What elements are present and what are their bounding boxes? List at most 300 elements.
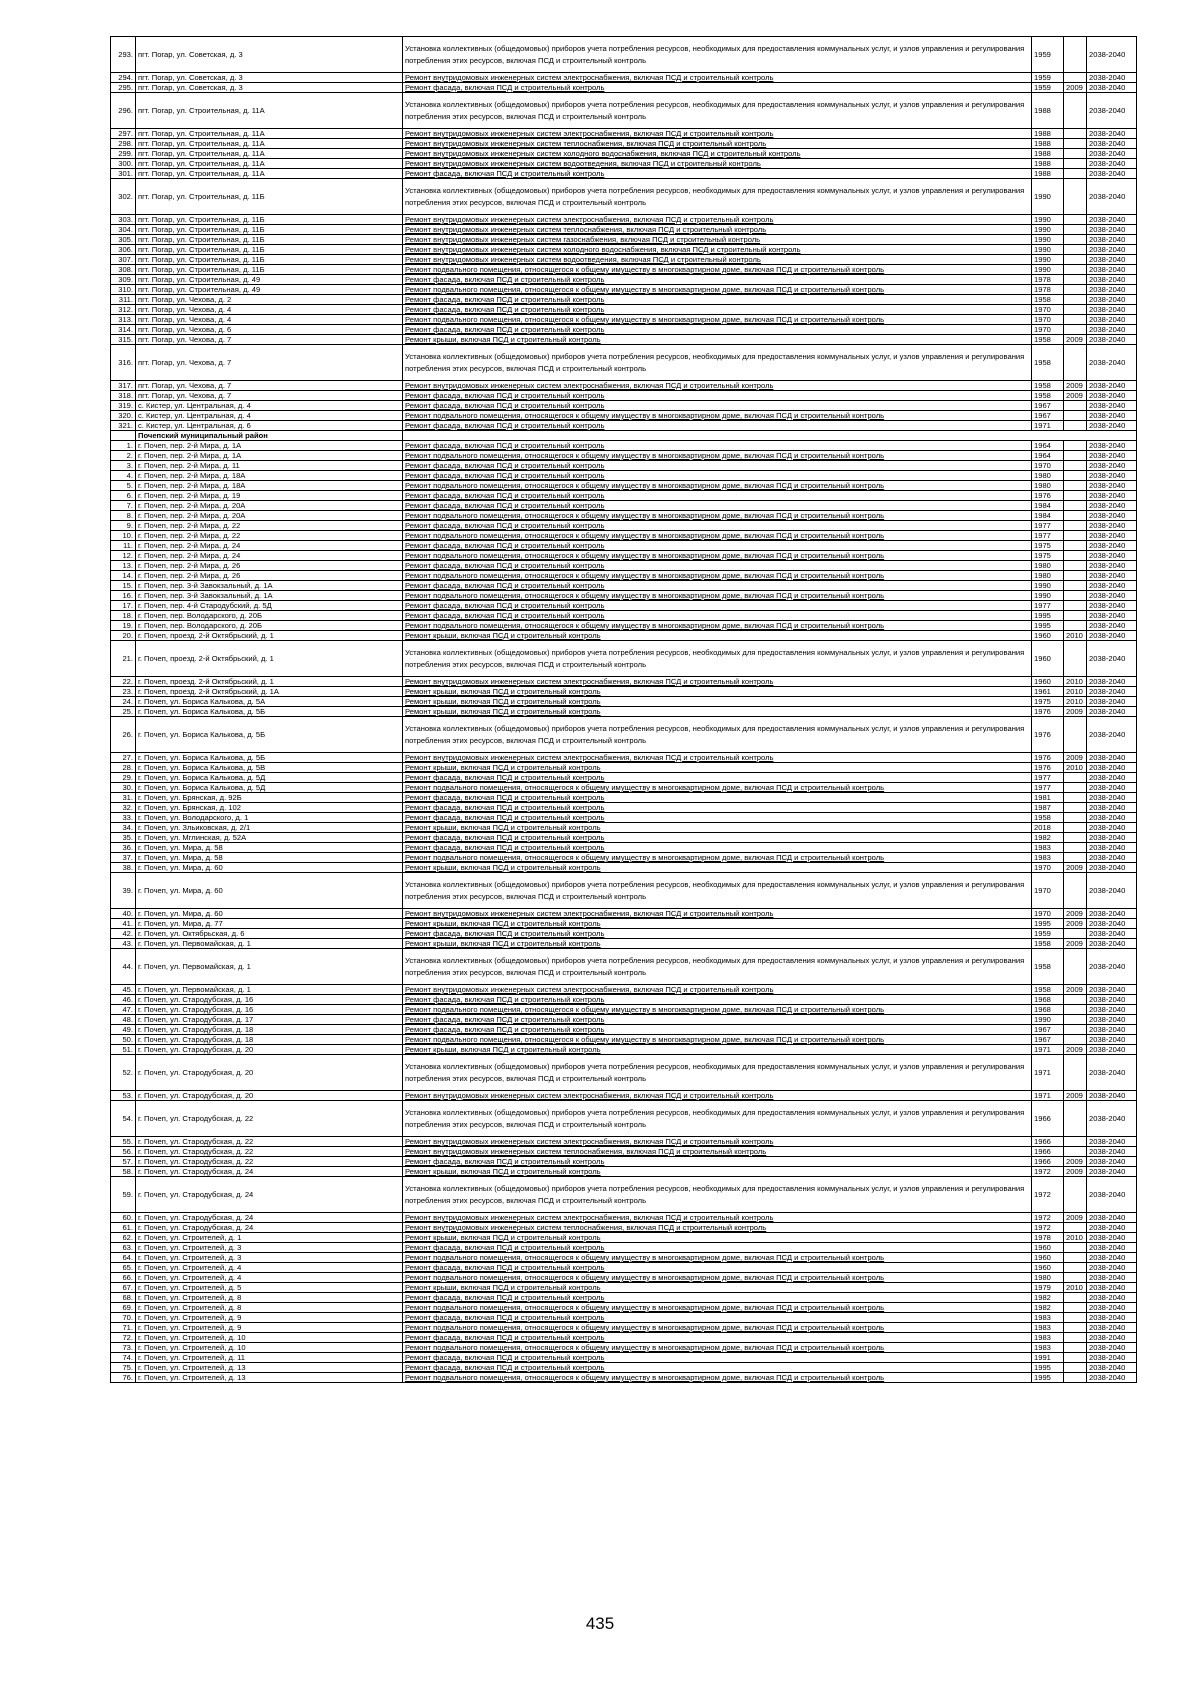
table-row <box>111 561 1137 571</box>
planned-period-cell: 2038-2040 <box>1087 265 1137 275</box>
build-year-cell: 1975 <box>1032 697 1064 707</box>
address-cell: г. Почеп, ул. Стародубская, д. 22 <box>136 1147 403 1157</box>
build-year-cell: 1972 <box>1032 1177 1064 1213</box>
build-year-cell: 1958 <box>1032 335 1064 345</box>
row-number-cell: 293. <box>111 37 136 73</box>
build-year-cell: 1960 <box>1032 1243 1064 1253</box>
planned-period-cell: 2038-2040 <box>1087 581 1137 591</box>
last-repair-year-cell <box>1064 1055 1087 1091</box>
last-repair-year-cell <box>1064 471 1087 481</box>
planned-period-cell: 2038-2040 <box>1087 235 1137 245</box>
address-cell: г. Почеп, ул. Строителей, д. 8 <box>136 1293 403 1303</box>
build-year-cell: 1961 <box>1032 687 1064 697</box>
work-type-cell: Ремонт подвального помещения, относящегося к общему имуществу в многоквартирном доме, включая ПСД и строительный контроль <box>403 481 1032 491</box>
address-cell: г. Почеп, пер. 2-й Мира, д. 20А <box>136 501 403 511</box>
row-number-cell: 6. <box>111 491 136 501</box>
row-number-cell: 29. <box>111 773 136 783</box>
address-cell: г. Почеп, ул. Мира, д. 60 <box>136 863 403 873</box>
work-type-cell: Ремонт фасада, включая ПСД и строительный контроль <box>403 611 1032 621</box>
last-repair-year-cell <box>1064 1343 1087 1353</box>
last-repair-year-cell <box>1064 511 1087 521</box>
work-type-cell: Ремонт подвального помещения, относящегося к общему имуществу в многоквартирном доме, включая ПСД и строительный контроль <box>403 1273 1032 1283</box>
build-year-cell: 2018 <box>1032 823 1064 833</box>
work-type-cell: Ремонт внутридомовых инженерных систем водоотведения, включая ПСД и строительный контроль <box>403 255 1032 265</box>
work-type-cell: Ремонт крыши, включая ПСД и строительный контроль <box>403 823 1032 833</box>
table-row <box>111 1005 1137 1015</box>
work-type-cell: Ремонт фасада, включая ПСД и строительный контроль <box>403 169 1032 179</box>
planned-period-cell: 2038-2040 <box>1087 591 1137 601</box>
last-repair-year-cell: 2010 <box>1064 763 1087 773</box>
planned-period-cell: 2038-2040 <box>1087 1035 1137 1045</box>
last-repair-year-cell <box>1064 295 1087 305</box>
row-number-cell: 10. <box>111 531 136 541</box>
table-row <box>111 843 1137 853</box>
last-repair-year-cell <box>1064 159 1087 169</box>
last-repair-year-cell <box>1064 531 1087 541</box>
planned-period-cell: 2038-2040 <box>1087 541 1137 551</box>
row-number-cell: 314. <box>111 325 136 335</box>
planned-period-cell: 2038-2040 <box>1087 93 1137 129</box>
table-row <box>111 1015 1137 1025</box>
build-year-cell: 1959 <box>1032 83 1064 93</box>
build-year-cell: 1971 <box>1032 1045 1064 1055</box>
address-cell: пгт. Погар, ул. Чехова, д. 7 <box>136 335 403 345</box>
build-year-cell: 1964 <box>1032 451 1064 461</box>
row-number-cell: 2. <box>111 451 136 461</box>
table-row <box>111 1373 1137 1383</box>
table-row <box>111 1035 1137 1045</box>
work-type-cell: Ремонт фасада, включая ПСД и строительный контроль <box>403 1333 1032 1343</box>
planned-period-cell: 2038-2040 <box>1087 641 1137 677</box>
row-number-cell: 38. <box>111 863 136 873</box>
last-repair-year-cell <box>1064 1223 1087 1233</box>
table-row <box>111 255 1137 265</box>
last-repair-year-cell <box>1064 325 1087 335</box>
planned-period-cell: 2038-2040 <box>1087 1333 1137 1343</box>
planned-period-cell: 2038-2040 <box>1087 37 1137 73</box>
work-type-cell: Ремонт фасада, включая ПСД и строительный контроль <box>403 325 1032 335</box>
row-number-cell: 319. <box>111 401 136 411</box>
build-year-cell: 1970 <box>1032 873 1064 909</box>
address-cell: г. Почеп, ул. Бориса Калькова, д. 5Б <box>136 753 403 763</box>
address-cell: г. Почеп, ул. Стародубская, д. 22 <box>136 1101 403 1137</box>
last-repair-year-cell <box>1064 1263 1087 1273</box>
last-repair-year-cell <box>1064 1273 1087 1283</box>
work-type-cell: Ремонт подвального помещения, относящегося к общему имуществу в многоквартирном доме, включая ПСД и строительный контроль <box>403 265 1032 275</box>
planned-period-cell: 2038-2040 <box>1087 1243 1137 1253</box>
planned-period-cell: 2038-2040 <box>1087 391 1137 401</box>
work-type-cell: Ремонт подвального помещения, относящегося к общему имуществу в многоквартирном доме, включая ПСД и строительный контроль <box>403 315 1032 325</box>
build-year-cell: 1977 <box>1032 521 1064 531</box>
build-year-cell: 1976 <box>1032 753 1064 763</box>
row-number-cell: 20. <box>111 631 136 641</box>
address-cell: с. Кистер, ул. Центральная, д. 4 <box>136 401 403 411</box>
table-row <box>111 471 1137 481</box>
row-number-cell: 304. <box>111 225 136 235</box>
row-number-cell: 41. <box>111 919 136 929</box>
address-cell: г. Почеп, пер. 2-й Мира, д. 24 <box>136 551 403 561</box>
build-year-cell: 1977 <box>1032 601 1064 611</box>
row-number-cell: 37. <box>111 853 136 863</box>
address-cell: г. Почеп, пер. 2-й Мира, д. 22 <box>136 521 403 531</box>
address-cell: г. Почеп, ул. Стародубская, д. 18 <box>136 1035 403 1045</box>
planned-period-cell: 2038-2040 <box>1087 1055 1137 1091</box>
work-type-cell: Ремонт внутридомовых инженерных систем электроснабжения, включая ПСД и строительный контроль <box>403 1091 1032 1101</box>
work-type-cell: Ремонт фасада, включая ПСД и строительный контроль <box>403 601 1032 611</box>
address-cell: г. Почеп, пер. Володарского, д. 20Б <box>136 611 403 621</box>
build-year-cell: 1978 <box>1032 1233 1064 1243</box>
planned-period-cell: 2038-2040 <box>1087 1101 1137 1137</box>
last-repair-year-cell <box>1064 1353 1087 1363</box>
work-type-cell: Ремонт фасада, включая ПСД и строительный контроль <box>403 83 1032 93</box>
work-type-cell: Ремонт внутридомовых инженерных систем холодного водоснабжения, включая ПСД и строительный контроль <box>403 149 1032 159</box>
last-repair-year-cell <box>1064 843 1087 853</box>
last-repair-year-cell <box>1064 1333 1087 1343</box>
work-type-cell: Ремонт крыши, включая ПСД и строительный контроль <box>403 1233 1032 1243</box>
row-number-cell: 48. <box>111 1015 136 1025</box>
last-repair-year-cell <box>1064 1177 1087 1213</box>
table-row <box>111 753 1137 763</box>
build-year-cell: 1983 <box>1032 843 1064 853</box>
build-year-cell: 1984 <box>1032 501 1064 511</box>
row-number-cell: 16. <box>111 591 136 601</box>
row-number-cell: 30. <box>111 783 136 793</box>
table-row <box>111 1055 1137 1091</box>
work-type-cell: Ремонт фасада, включая ПСД и строительный контроль <box>403 803 1032 813</box>
build-year-cell: 1970 <box>1032 315 1064 325</box>
work-type-cell: Ремонт внутридомовых инженерных систем электроснабжения, включая ПСД и строительный контроль <box>403 1137 1032 1147</box>
section-title: Почепский муниципальный район <box>136 431 403 441</box>
row-number-cell: 50. <box>111 1035 136 1045</box>
build-year-cell: 1967 <box>1032 1035 1064 1045</box>
build-year-cell: 1980 <box>1032 471 1064 481</box>
last-repair-year-cell <box>1064 345 1087 381</box>
build-year-cell: 1990 <box>1032 265 1064 275</box>
work-type-cell: Ремонт внутридомовых инженерных систем электроснабжения, включая ПСД и строительный контроль <box>403 1213 1032 1223</box>
row-number-cell: 313. <box>111 315 136 325</box>
row-number-cell: 31. <box>111 793 136 803</box>
row-number-cell: 316. <box>111 345 136 381</box>
last-repair-year-cell: 2009 <box>1064 335 1087 345</box>
planned-period-cell: 2038-2040 <box>1087 1167 1137 1177</box>
table-row <box>111 1363 1137 1373</box>
row-number-cell: 3. <box>111 461 136 471</box>
build-year-cell: 1980 <box>1032 561 1064 571</box>
page-number: 435 <box>585 1614 615 1633</box>
row-number-cell: 320. <box>111 411 136 421</box>
build-year-cell: 1982 <box>1032 1303 1064 1313</box>
table-row <box>111 1223 1137 1233</box>
address-cell: г. Почеп, ул. Стародубская, д. 20 <box>136 1091 403 1101</box>
work-type-cell: Ремонт фасада, включая ПСД и строительный контроль <box>403 391 1032 401</box>
row-number-cell: 40. <box>111 909 136 919</box>
work-type-cell: Ремонт подвального помещения, относящегося к общему имуществу в многоквартирном доме, включая ПСД и строительный контроль <box>403 451 1032 461</box>
last-repair-year-cell <box>1064 451 1087 461</box>
build-year-cell: 1975 <box>1032 541 1064 551</box>
row-number-cell: 52. <box>111 1055 136 1091</box>
row-number-cell: 12. <box>111 551 136 561</box>
build-year-cell: 1990 <box>1032 581 1064 591</box>
row-number-cell: 33. <box>111 813 136 823</box>
last-repair-year-cell <box>1064 491 1087 501</box>
work-type-cell: Ремонт фасада, включая ПСД и строительный контроль <box>403 813 1032 823</box>
last-repair-year-cell <box>1064 225 1087 235</box>
build-year-cell: 1979 <box>1032 1283 1064 1293</box>
row-number-cell: 305. <box>111 235 136 245</box>
address-cell: пгт. Погар, ул. Чехова, д. 4 <box>136 305 403 315</box>
last-repair-year-cell: 2009 <box>1064 863 1087 873</box>
address-cell: г. Почеп, ул. Строителей, д. 3 <box>136 1243 403 1253</box>
last-repair-year-cell <box>1064 129 1087 139</box>
planned-period-cell: 2038-2040 <box>1087 1177 1137 1213</box>
planned-period-cell: 2038-2040 <box>1087 315 1137 325</box>
address-cell: г. Почеп, ул. Мглинская, д. 52А <box>136 833 403 843</box>
address-cell: г. Почеп, ул. Бориса Калькова, д. 5Д <box>136 783 403 793</box>
work-type-cell: Ремонт фасада, включая ПСД и строительный контроль <box>403 1157 1032 1167</box>
build-year-cell: 1995 <box>1032 919 1064 929</box>
planned-period-cell: 2038-2040 <box>1087 401 1137 411</box>
build-year-cell: 1976 <box>1032 763 1064 773</box>
build-year-cell: 1983 <box>1032 1323 1064 1333</box>
planned-period-cell: 2038-2040 <box>1087 1293 1137 1303</box>
last-repair-year-cell: 2009 <box>1064 1091 1087 1101</box>
address-cell: пгт. Погар, ул. Чехова, д. 2 <box>136 295 403 305</box>
table-row <box>111 677 1137 687</box>
last-repair-year-cell <box>1064 813 1087 823</box>
build-year-cell: 1964 <box>1032 441 1064 451</box>
build-year-cell: 1982 <box>1032 1293 1064 1303</box>
last-repair-year-cell <box>1064 1025 1087 1035</box>
planned-period-cell: 2038-2040 <box>1087 215 1137 225</box>
work-type-cell: Ремонт фасада, включая ПСД и строительный контроль <box>403 773 1032 783</box>
work-type-cell: Ремонт подвального помещения, относящегося к общему имуществу в многоквартирном доме, включая ПСД и строительный контроль <box>403 1035 1032 1045</box>
work-type-cell: Ремонт подвального помещения, относящегося к общему имуществу в многоквартирном доме, включая ПСД и строительный контроль <box>403 1303 1032 1313</box>
table-row <box>111 551 1137 561</box>
address-cell: пгт. Погар, ул. Строительная, д. 11Б <box>136 225 403 235</box>
address-cell: г. Почеп, ул. Стародубская, д. 24 <box>136 1177 403 1213</box>
work-type-cell: Установка коллективных (общедомовых) приборов учета потребления ресурсов, необходимых для предоставления коммунальных услуг, и узлов управления и регулирования потребления этих ресурсов, включая ПСД и строительный контроль <box>403 37 1032 73</box>
work-type-cell: Ремонт подвального помещения, относящегося к общему имуществу в многоквартирном доме, включая ПСД и строительный контроль <box>403 571 1032 581</box>
row-number-cell: 17. <box>111 601 136 611</box>
address-cell: г. Почеп, пер. 2-й Мира, д. 11 <box>136 461 403 471</box>
row-number-cell: 45. <box>111 985 136 995</box>
planned-period-cell: 2038-2040 <box>1087 1015 1137 1025</box>
row-number-cell: 36. <box>111 843 136 853</box>
work-type-cell: Ремонт крыши, включая ПСД и строительный контроль <box>403 1167 1032 1177</box>
planned-period-cell: 2038-2040 <box>1087 1373 1137 1383</box>
last-repair-year-cell: 2009 <box>1064 985 1087 995</box>
build-year-cell: 1988 <box>1032 149 1064 159</box>
build-year-cell: 1980 <box>1032 481 1064 491</box>
table-row <box>111 1137 1137 1147</box>
address-cell: г. Почеп, ул. Брянская, д. 102 <box>136 803 403 813</box>
row-number-cell: 7. <box>111 501 136 511</box>
planned-period-cell: 2038-2040 <box>1087 295 1137 305</box>
address-cell: пгт. Погар, ул. Советская, д. 3 <box>136 83 403 93</box>
row-number-cell: 44. <box>111 949 136 985</box>
last-repair-year-cell: 2009 <box>1064 381 1087 391</box>
last-repair-year-cell <box>1064 1303 1087 1313</box>
build-year-cell: 1983 <box>1032 1343 1064 1353</box>
table-row <box>111 763 1137 773</box>
row-number-cell: 307. <box>111 255 136 265</box>
address-cell: г. Почеп, ул. Строителей, д. 11 <box>136 1353 403 1363</box>
row-number-cell <box>111 431 136 441</box>
planned-period-cell: 2038-2040 <box>1087 843 1137 853</box>
last-repair-year-cell <box>1064 179 1087 215</box>
planned-period-cell: 2038-2040 <box>1087 491 1137 501</box>
table-row <box>111 305 1137 315</box>
planned-period-cell: 2038-2040 <box>1087 471 1137 481</box>
work-type-cell: Ремонт фасада, включая ПСД и строительный контроль <box>403 521 1032 531</box>
row-number-cell: 74. <box>111 1353 136 1363</box>
planned-period-cell: 2038-2040 <box>1087 631 1137 641</box>
row-number-cell: 19. <box>111 621 136 631</box>
work-type-cell: Ремонт фасада, включая ПСД и строительный контроль <box>403 305 1032 315</box>
row-number-cell: 318. <box>111 391 136 401</box>
work-type-cell: Ремонт фасада, включая ПСД и строительный контроль <box>403 581 1032 591</box>
address-cell: г. Почеп, ул. Строителей, д. 4 <box>136 1273 403 1283</box>
address-cell: пгт. Погар, ул. Чехова, д. 7 <box>136 391 403 401</box>
work-type-cell: Ремонт внутридомовых инженерных систем электроснабжения, включая ПСД и строительный контроль <box>403 909 1032 919</box>
build-year-cell: 1966 <box>1032 1157 1064 1167</box>
work-type-cell: Ремонт внутридомовых инженерных систем теплоснабжения, включая ПСД и строительный контроль <box>403 1223 1032 1233</box>
build-year-cell: 1991 <box>1032 1353 1064 1363</box>
row-number-cell: 21. <box>111 641 136 677</box>
row-number-cell: 39. <box>111 873 136 909</box>
planned-period-cell: 2038-2040 <box>1087 421 1137 431</box>
planned-period-cell: 2038-2040 <box>1087 345 1137 381</box>
table-row <box>111 621 1137 631</box>
address-cell: г. Почеп, ул. Первомайская, д. 1 <box>136 939 403 949</box>
work-type-cell: Ремонт фасада, включая ПСД и строительный контроль <box>403 995 1032 1005</box>
build-year-cell: 1978 <box>1032 275 1064 285</box>
table-row <box>111 1091 1137 1101</box>
row-number-cell: 42. <box>111 929 136 939</box>
address-cell: г. Почеп, ул. Первомайская, д. 1 <box>136 949 403 985</box>
planned-period-cell: 2038-2040 <box>1087 697 1137 707</box>
address-cell: г. Почеп, ул. Стародубская, д. 24 <box>136 1213 403 1223</box>
work-type-cell: Ремонт крыши, включая ПСД и строительный контроль <box>403 631 1032 641</box>
row-number-cell: 60. <box>111 1213 136 1223</box>
planned-period-cell: 2038-2040 <box>1087 929 1137 939</box>
table-row <box>111 1323 1137 1333</box>
address-cell: г. Почеп, пер. Володарского, д. 20Б <box>136 621 403 631</box>
planned-period-cell: 2038-2040 <box>1087 501 1137 511</box>
build-year-cell: 1960 <box>1032 677 1064 687</box>
last-repair-year-cell <box>1064 441 1087 451</box>
last-repair-year-cell: 2009 <box>1064 753 1087 763</box>
build-year-cell: 1990 <box>1032 225 1064 235</box>
planned-period-cell: 2038-2040 <box>1087 1005 1137 1015</box>
table-row <box>111 285 1137 295</box>
table-row <box>111 1101 1137 1137</box>
build-year-cell: 1975 <box>1032 551 1064 561</box>
table-row <box>111 169 1137 179</box>
last-repair-year-cell <box>1064 1313 1087 1323</box>
last-repair-year-cell <box>1064 1147 1087 1157</box>
planned-period-cell: 2038-2040 <box>1087 873 1137 909</box>
row-number-cell: 18. <box>111 611 136 621</box>
build-year-cell: 1988 <box>1032 159 1064 169</box>
last-repair-year-cell <box>1064 571 1087 581</box>
planned-period-cell: 2038-2040 <box>1087 1223 1137 1233</box>
planned-period-cell: 2038-2040 <box>1087 169 1137 179</box>
address-cell: г. Почеп, ул. Мира, д. 77 <box>136 919 403 929</box>
planned-period-cell: 2038-2040 <box>1087 783 1137 793</box>
table-row <box>111 1243 1137 1253</box>
address-cell: г. Почеп, ул. Стародубская, д. 16 <box>136 995 403 1005</box>
row-number-cell: 70. <box>111 1313 136 1323</box>
work-type-cell: Установка коллективных (общедомовых) приборов учета потребления ресурсов, необходимых для предоставления коммунальных услуг, и узлов управления и регулирования потребления этих ресурсов, включая ПСД и строительный контроль <box>403 179 1032 215</box>
address-cell: г. Почеп, пер. 2-й Мира, д. 20А <box>136 511 403 521</box>
row-number-cell: 317. <box>111 381 136 391</box>
planned-period-cell: 2038-2040 <box>1087 707 1137 717</box>
table-row <box>111 73 1137 83</box>
planned-period-cell: 2038-2040 <box>1087 1283 1137 1293</box>
work-type-cell: Ремонт фасада, включая ПСД и строительный контроль <box>403 1313 1032 1323</box>
table-row <box>111 697 1137 707</box>
last-repair-year-cell <box>1064 411 1087 421</box>
last-repair-year-cell <box>1064 235 1087 245</box>
last-repair-year-cell <box>1064 783 1087 793</box>
work-type-cell: Ремонт внутридомовых инженерных систем теплоснабжения, включая ПСД и строительный контроль <box>403 139 1032 149</box>
work-type-cell: Установка коллективных (общедомовых) приборов учета потребления ресурсов, необходимых для предоставления коммунальных услуг, и узлов управления и регулирования потребления этих ресурсов, включая ПСД и строительный контроль <box>403 717 1032 753</box>
table-row <box>111 451 1137 461</box>
address-cell: г. Почеп, ул. Строителей, д. 3 <box>136 1253 403 1263</box>
address-cell: г. Почеп, ул. Мира, д. 58 <box>136 843 403 853</box>
work-type-cell: Ремонт фасада, включая ПСД и строительный контроль <box>403 541 1032 551</box>
planned-period-cell: 2038-2040 <box>1087 1273 1137 1283</box>
last-repair-year-cell <box>1064 1243 1087 1253</box>
planned-period-cell: 2038-2040 <box>1087 1025 1137 1035</box>
address-cell: г. Почеп, ул. Строителей, д. 9 <box>136 1313 403 1323</box>
row-number-cell: 297. <box>111 129 136 139</box>
planned-period-cell: 2038-2040 <box>1087 611 1137 621</box>
row-number-cell: 23. <box>111 687 136 697</box>
table-row <box>111 1045 1137 1055</box>
address-cell: г. Почеп, ул. Бориса Калькова, д. 5Б <box>136 707 403 717</box>
table-row <box>111 853 1137 863</box>
build-year-cell: 1958 <box>1032 939 1064 949</box>
last-repair-year-cell <box>1064 315 1087 325</box>
planned-period-cell: 2038-2040 <box>1087 149 1137 159</box>
planned-period-cell: 2038-2040 <box>1087 717 1137 753</box>
build-year-cell: 1990 <box>1032 245 1064 255</box>
build-year-cell: 1983 <box>1032 1333 1064 1343</box>
address-cell: пгт. Погар, ул. Строительная, д. 11А <box>136 129 403 139</box>
row-number-cell: 75. <box>111 1363 136 1373</box>
table-row <box>111 401 1137 411</box>
row-number-cell: 300. <box>111 159 136 169</box>
planned-period-cell: 2038-2040 <box>1087 1045 1137 1055</box>
address-cell: г. Почеп, ул. Стародубская, д. 18 <box>136 1025 403 1035</box>
row-number-cell: 310. <box>111 285 136 295</box>
build-year-cell: 1988 <box>1032 139 1064 149</box>
planned-period-cell: 2038-2040 <box>1087 985 1137 995</box>
build-year-cell: 1976 <box>1032 707 1064 717</box>
table-row <box>111 949 1137 985</box>
row-number-cell: 76. <box>111 1373 136 1383</box>
build-year-cell: 1990 <box>1032 591 1064 601</box>
last-repair-year-cell: 2009 <box>1064 919 1087 929</box>
address-cell: г. Почеп, проезд. 2-й Октябрьский, д. 1 <box>136 631 403 641</box>
address-cell: г. Почеп, пер. 2-й Мира, д. 24 <box>136 541 403 551</box>
planned-period-cell: 2038-2040 <box>1087 305 1137 315</box>
row-number-cell: 51. <box>111 1045 136 1055</box>
work-type-cell: Установка коллективных (общедомовых) приборов учета потребления ресурсов, необходимых для предоставления коммунальных услуг, и узлов управления и регулирования потребления этих ресурсов, включая ПСД и строительный контроль <box>403 641 1032 677</box>
last-repair-year-cell <box>1064 541 1087 551</box>
